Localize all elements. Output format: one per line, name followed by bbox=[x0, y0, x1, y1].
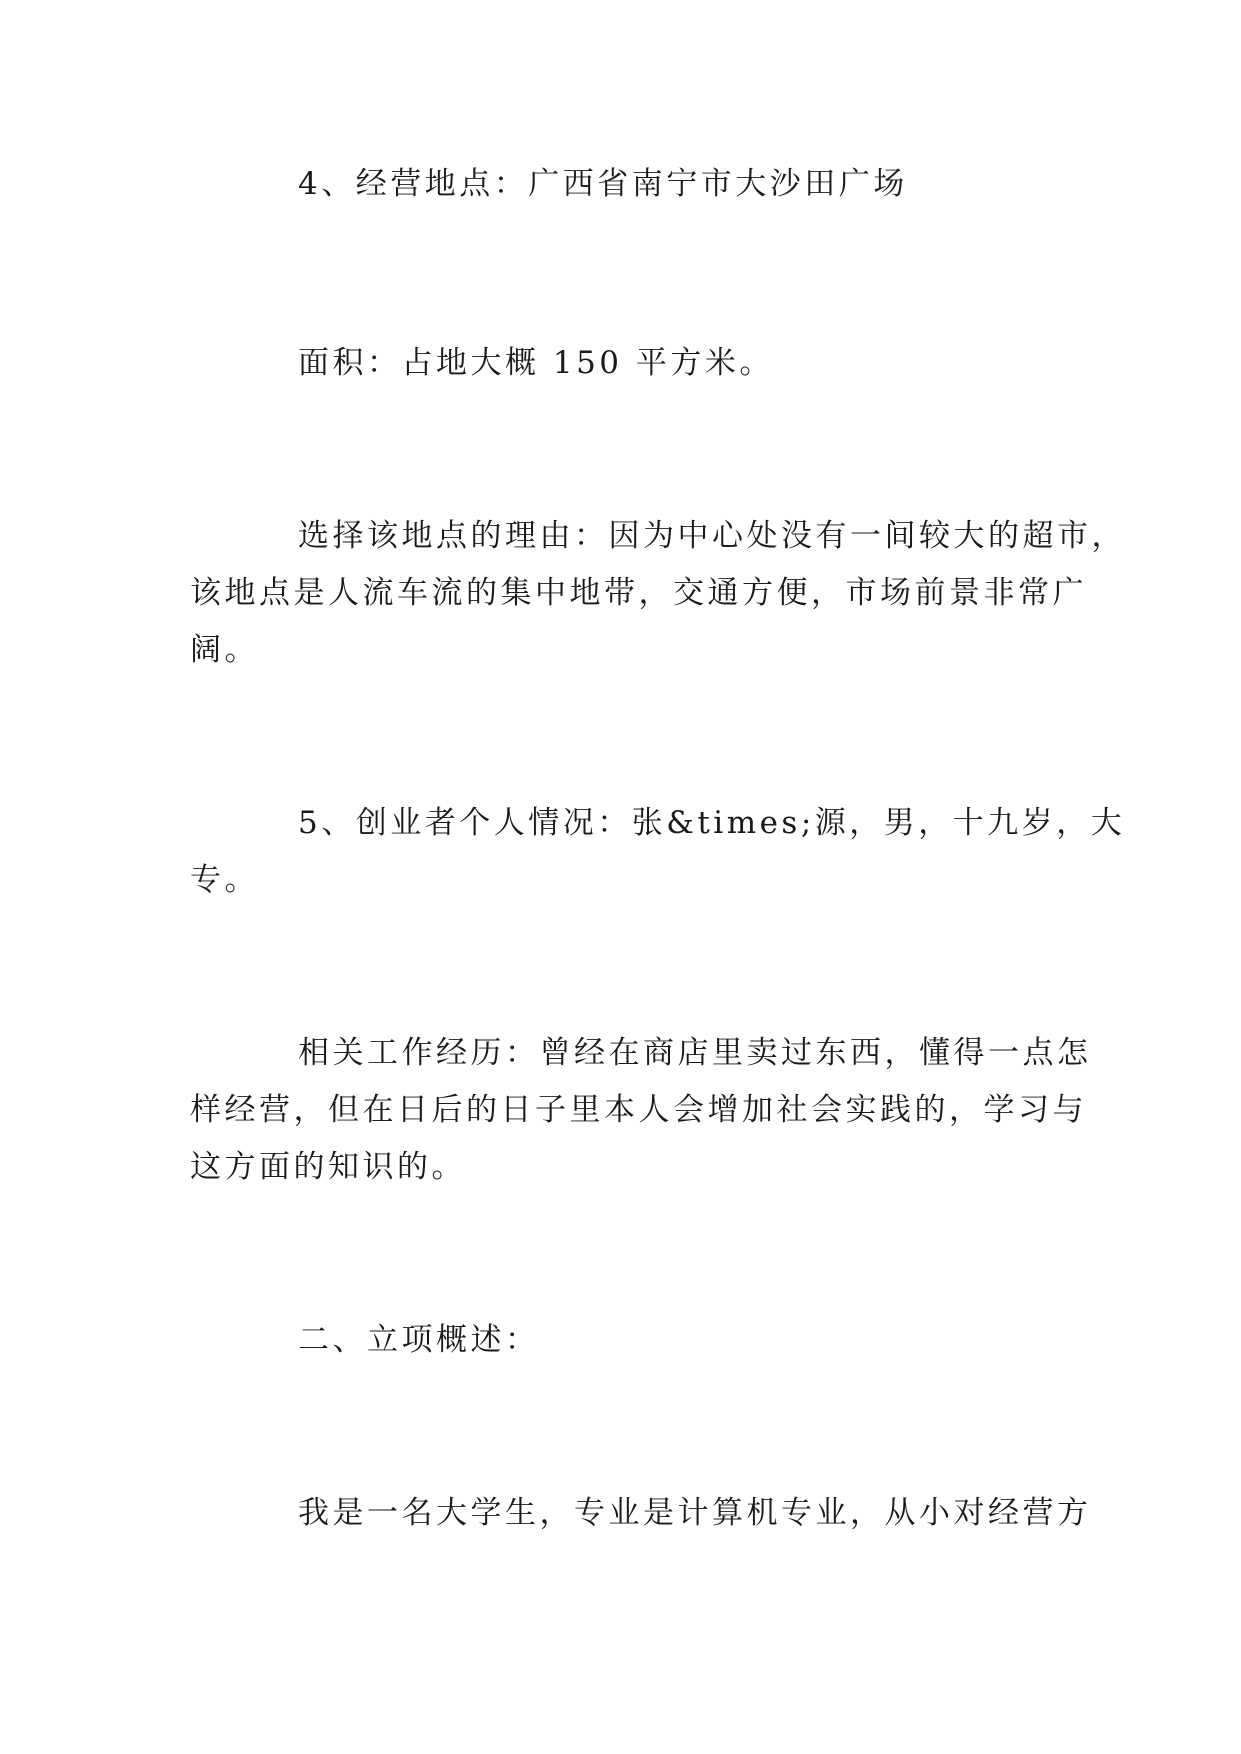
founder-line-1: 5、创业者个人情况：张&times;源，男，十九岁，大 bbox=[298, 805, 1126, 841]
area-line: 面积：占地大概 150 平方米。 bbox=[298, 345, 774, 381]
experience-line-3: 这方面的知识的。 bbox=[190, 1149, 466, 1185]
reason-line-2: 该地点是人流车流的集中地带，交通方便，市场前景非常广 bbox=[190, 575, 1087, 611]
experience-line-2: 样经营，但在日后的日子里本人会增加社会实践的，学习与 bbox=[190, 1092, 1087, 1128]
overview-line-1: 我是一名大学生，专业是计算机专业，从小对经营方 bbox=[298, 1495, 1092, 1531]
reason-line-1: 选择该地点的理由：因为中心处没有一间较大的超市， bbox=[298, 518, 1126, 554]
founder-line-2: 专。 bbox=[190, 862, 259, 898]
business-location-line: 4、经营地点：广西省南宁市大沙田广场 bbox=[298, 166, 908, 202]
reason-line-3: 阔。 bbox=[190, 632, 259, 668]
experience-line-1: 相关工作经历：曾经在商店里卖过东西，懂得一点怎 bbox=[298, 1035, 1092, 1071]
section-heading: 二、立项概述： bbox=[298, 1322, 540, 1358]
